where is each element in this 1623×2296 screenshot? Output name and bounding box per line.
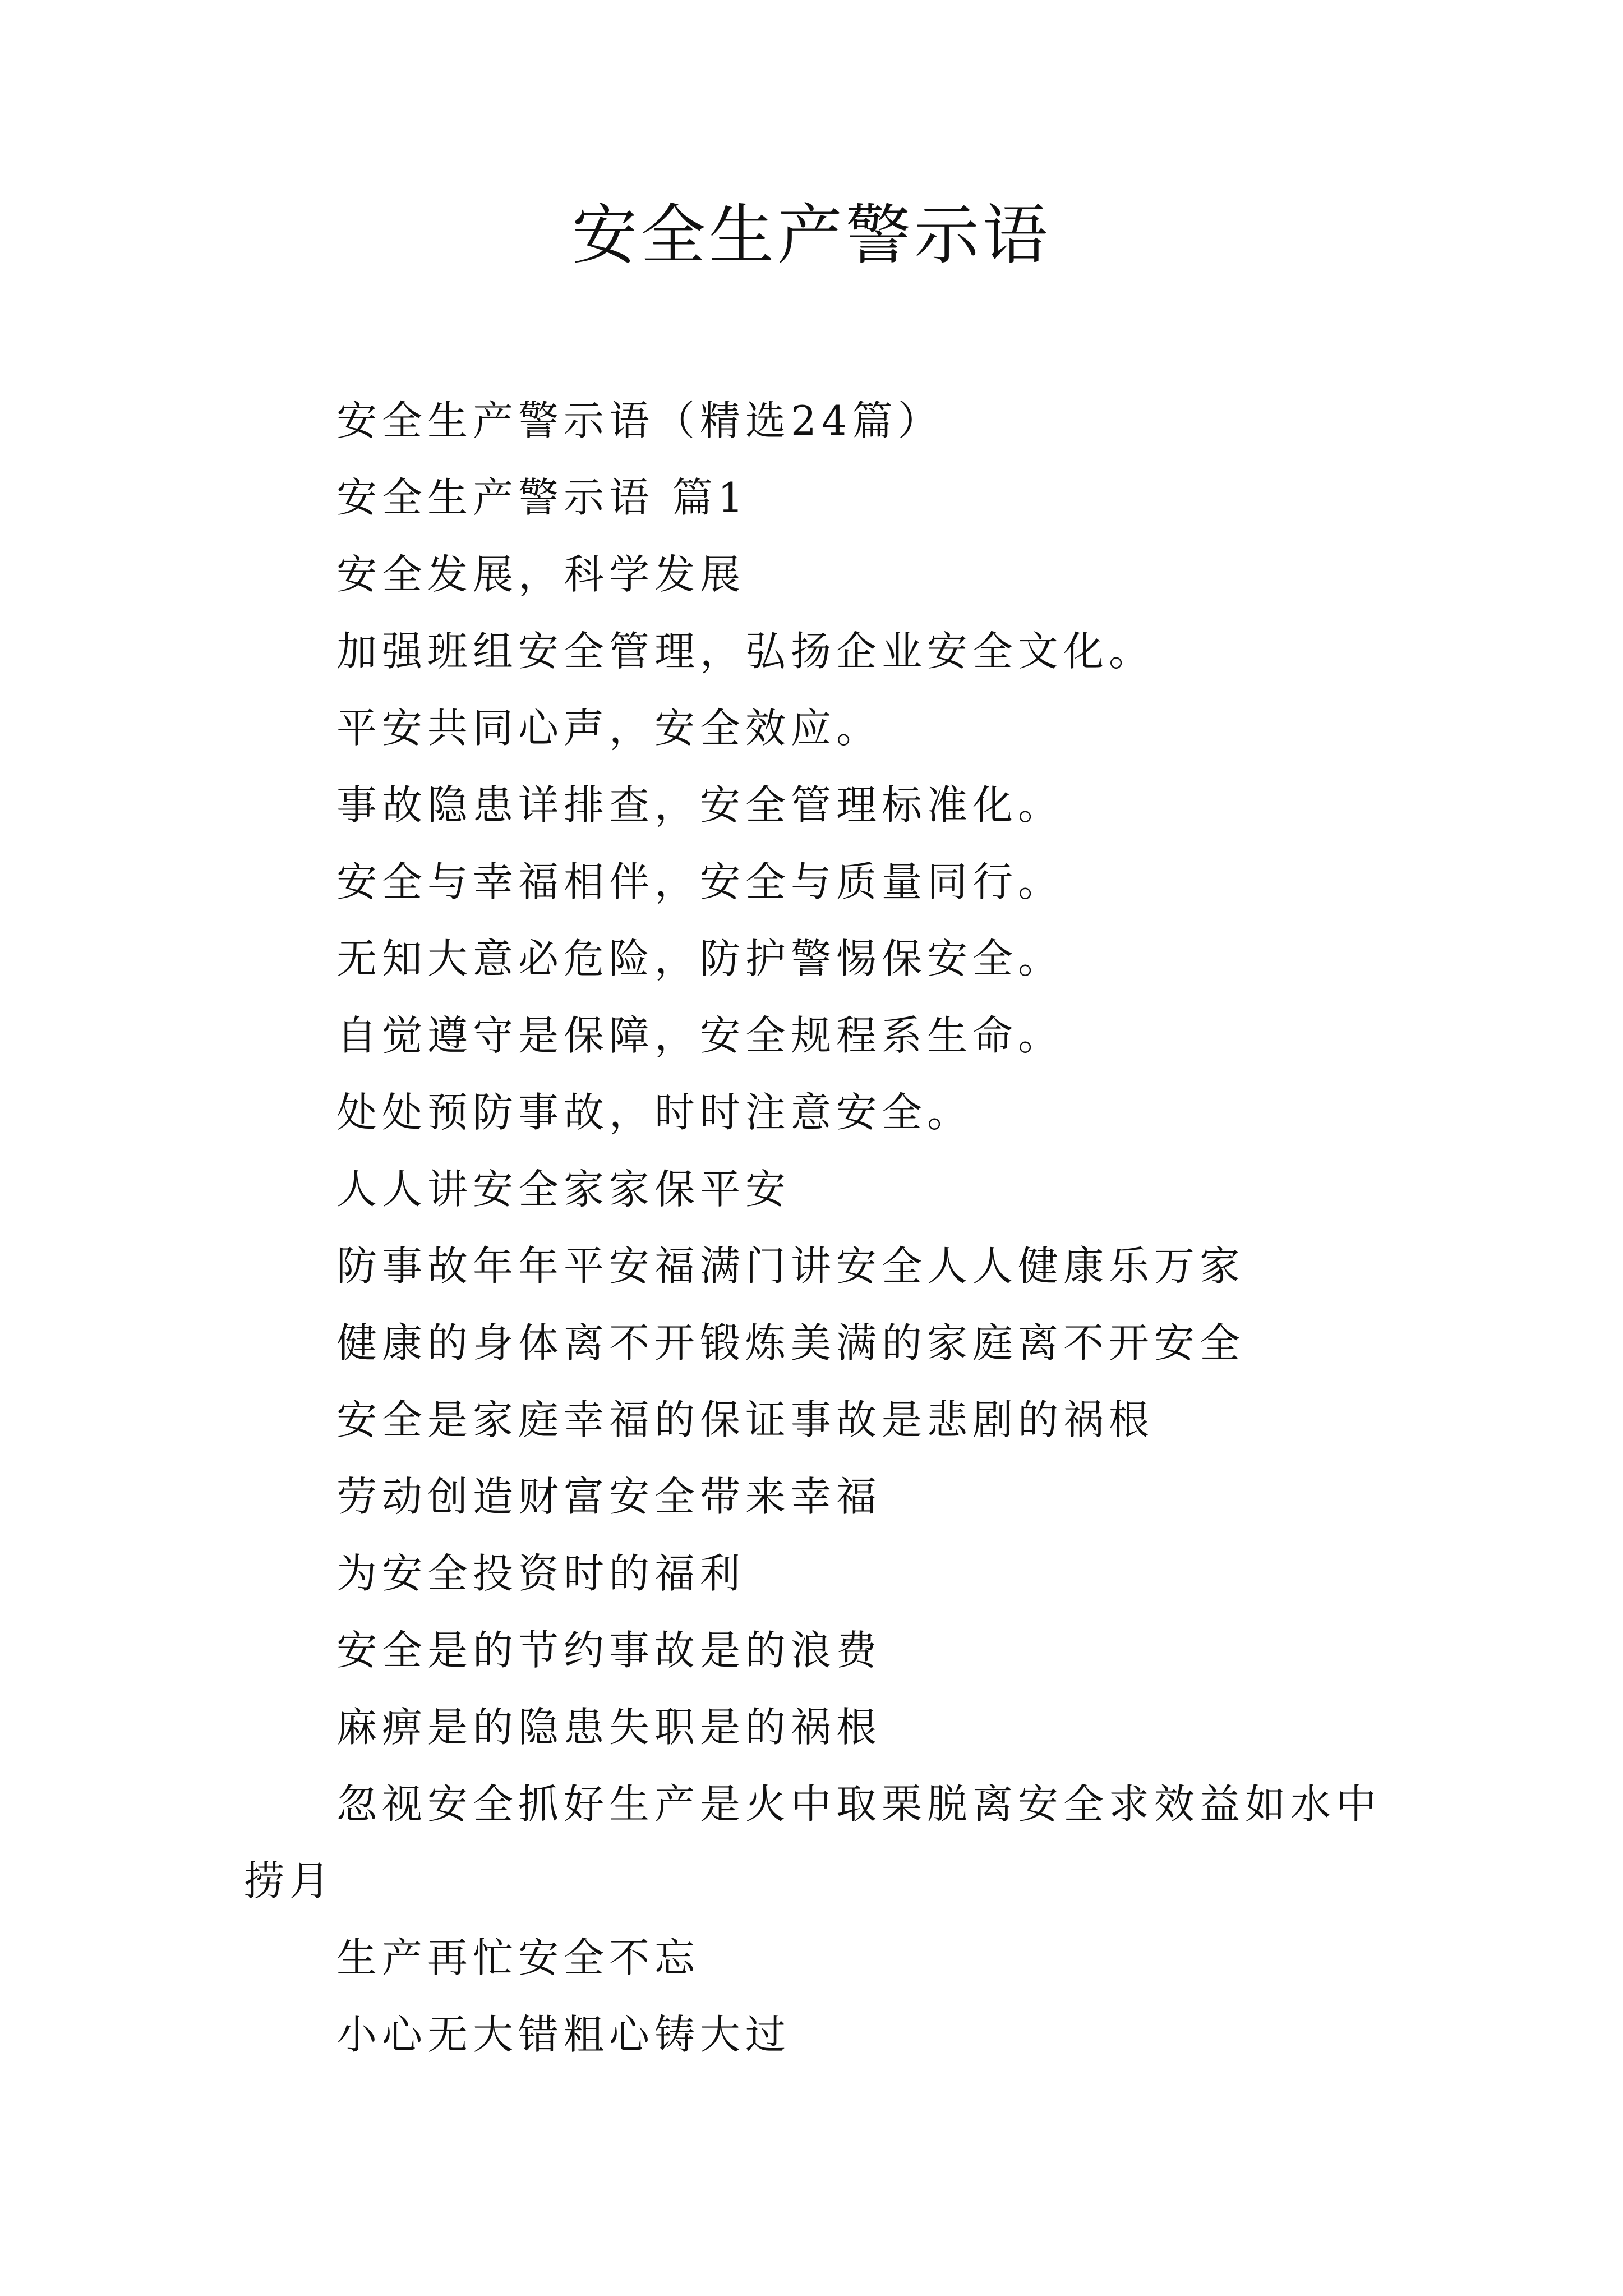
slogan-line: 忽视安全抓好生产是火中取栗脱离安全求效益如水中 [336, 1780, 1382, 1828]
slogan-line: 自觉遵守是保障，安全规程系生命。 [336, 1012, 1064, 1059]
slogan-line: 安全发展，科学发展 [336, 551, 746, 598]
slogan-line: 小心无大错粗心铸大过 [336, 2011, 791, 2058]
slogan-line-continuation: 捞月 [244, 1857, 335, 1904]
slogan-line: 安全与幸福相伴，安全与质量同行。 [336, 858, 1064, 905]
section-heading: 安全生产警示语 篇1 [336, 474, 749, 521]
page-title: 安全生产警示语 [572, 197, 1051, 273]
slogan-line: 防事故年年平安福满门讲安全人人健康乐万家 [336, 1243, 1246, 1290]
subtitle-line: 安全生产警示语（精选24篇） [336, 397, 943, 444]
slogan-line: 安全是的节约事故是的浪费 [336, 1627, 882, 1674]
slogan-line: 健康的身体离不开锻炼美满的家庭离不开安全 [336, 1319, 1246, 1366]
slogan-line: 事故隐患详排查，安全管理标准化。 [336, 781, 1064, 829]
slogan-line: 无知大意必危险，防护警惕保安全。 [336, 935, 1064, 982]
slogan-line: 加强班组安全管理，弘扬企业安全文化。 [336, 628, 1155, 675]
slogan-line: 安全是家庭幸福的保证事故是悲剧的祸根 [336, 1396, 1155, 1443]
slogan-line: 人人讲安全家家保平安 [336, 1166, 791, 1213]
slogan-line: 麻痹是的隐患失职是的祸根 [336, 1704, 882, 1751]
slogan-line: 劳动创造财富安全带来幸福 [336, 1473, 882, 1520]
slogan-line: 平安共同心声，安全效应。 [336, 705, 882, 752]
slogan-line: 生产再忙安全不忘 [336, 1934, 700, 1981]
document-body [244, 383, 1492, 2073]
slogan-line: 为安全投资时的福利 [336, 1550, 746, 1597]
slogan-line: 处处预防事故，时时注意安全。 [336, 1089, 973, 1136]
